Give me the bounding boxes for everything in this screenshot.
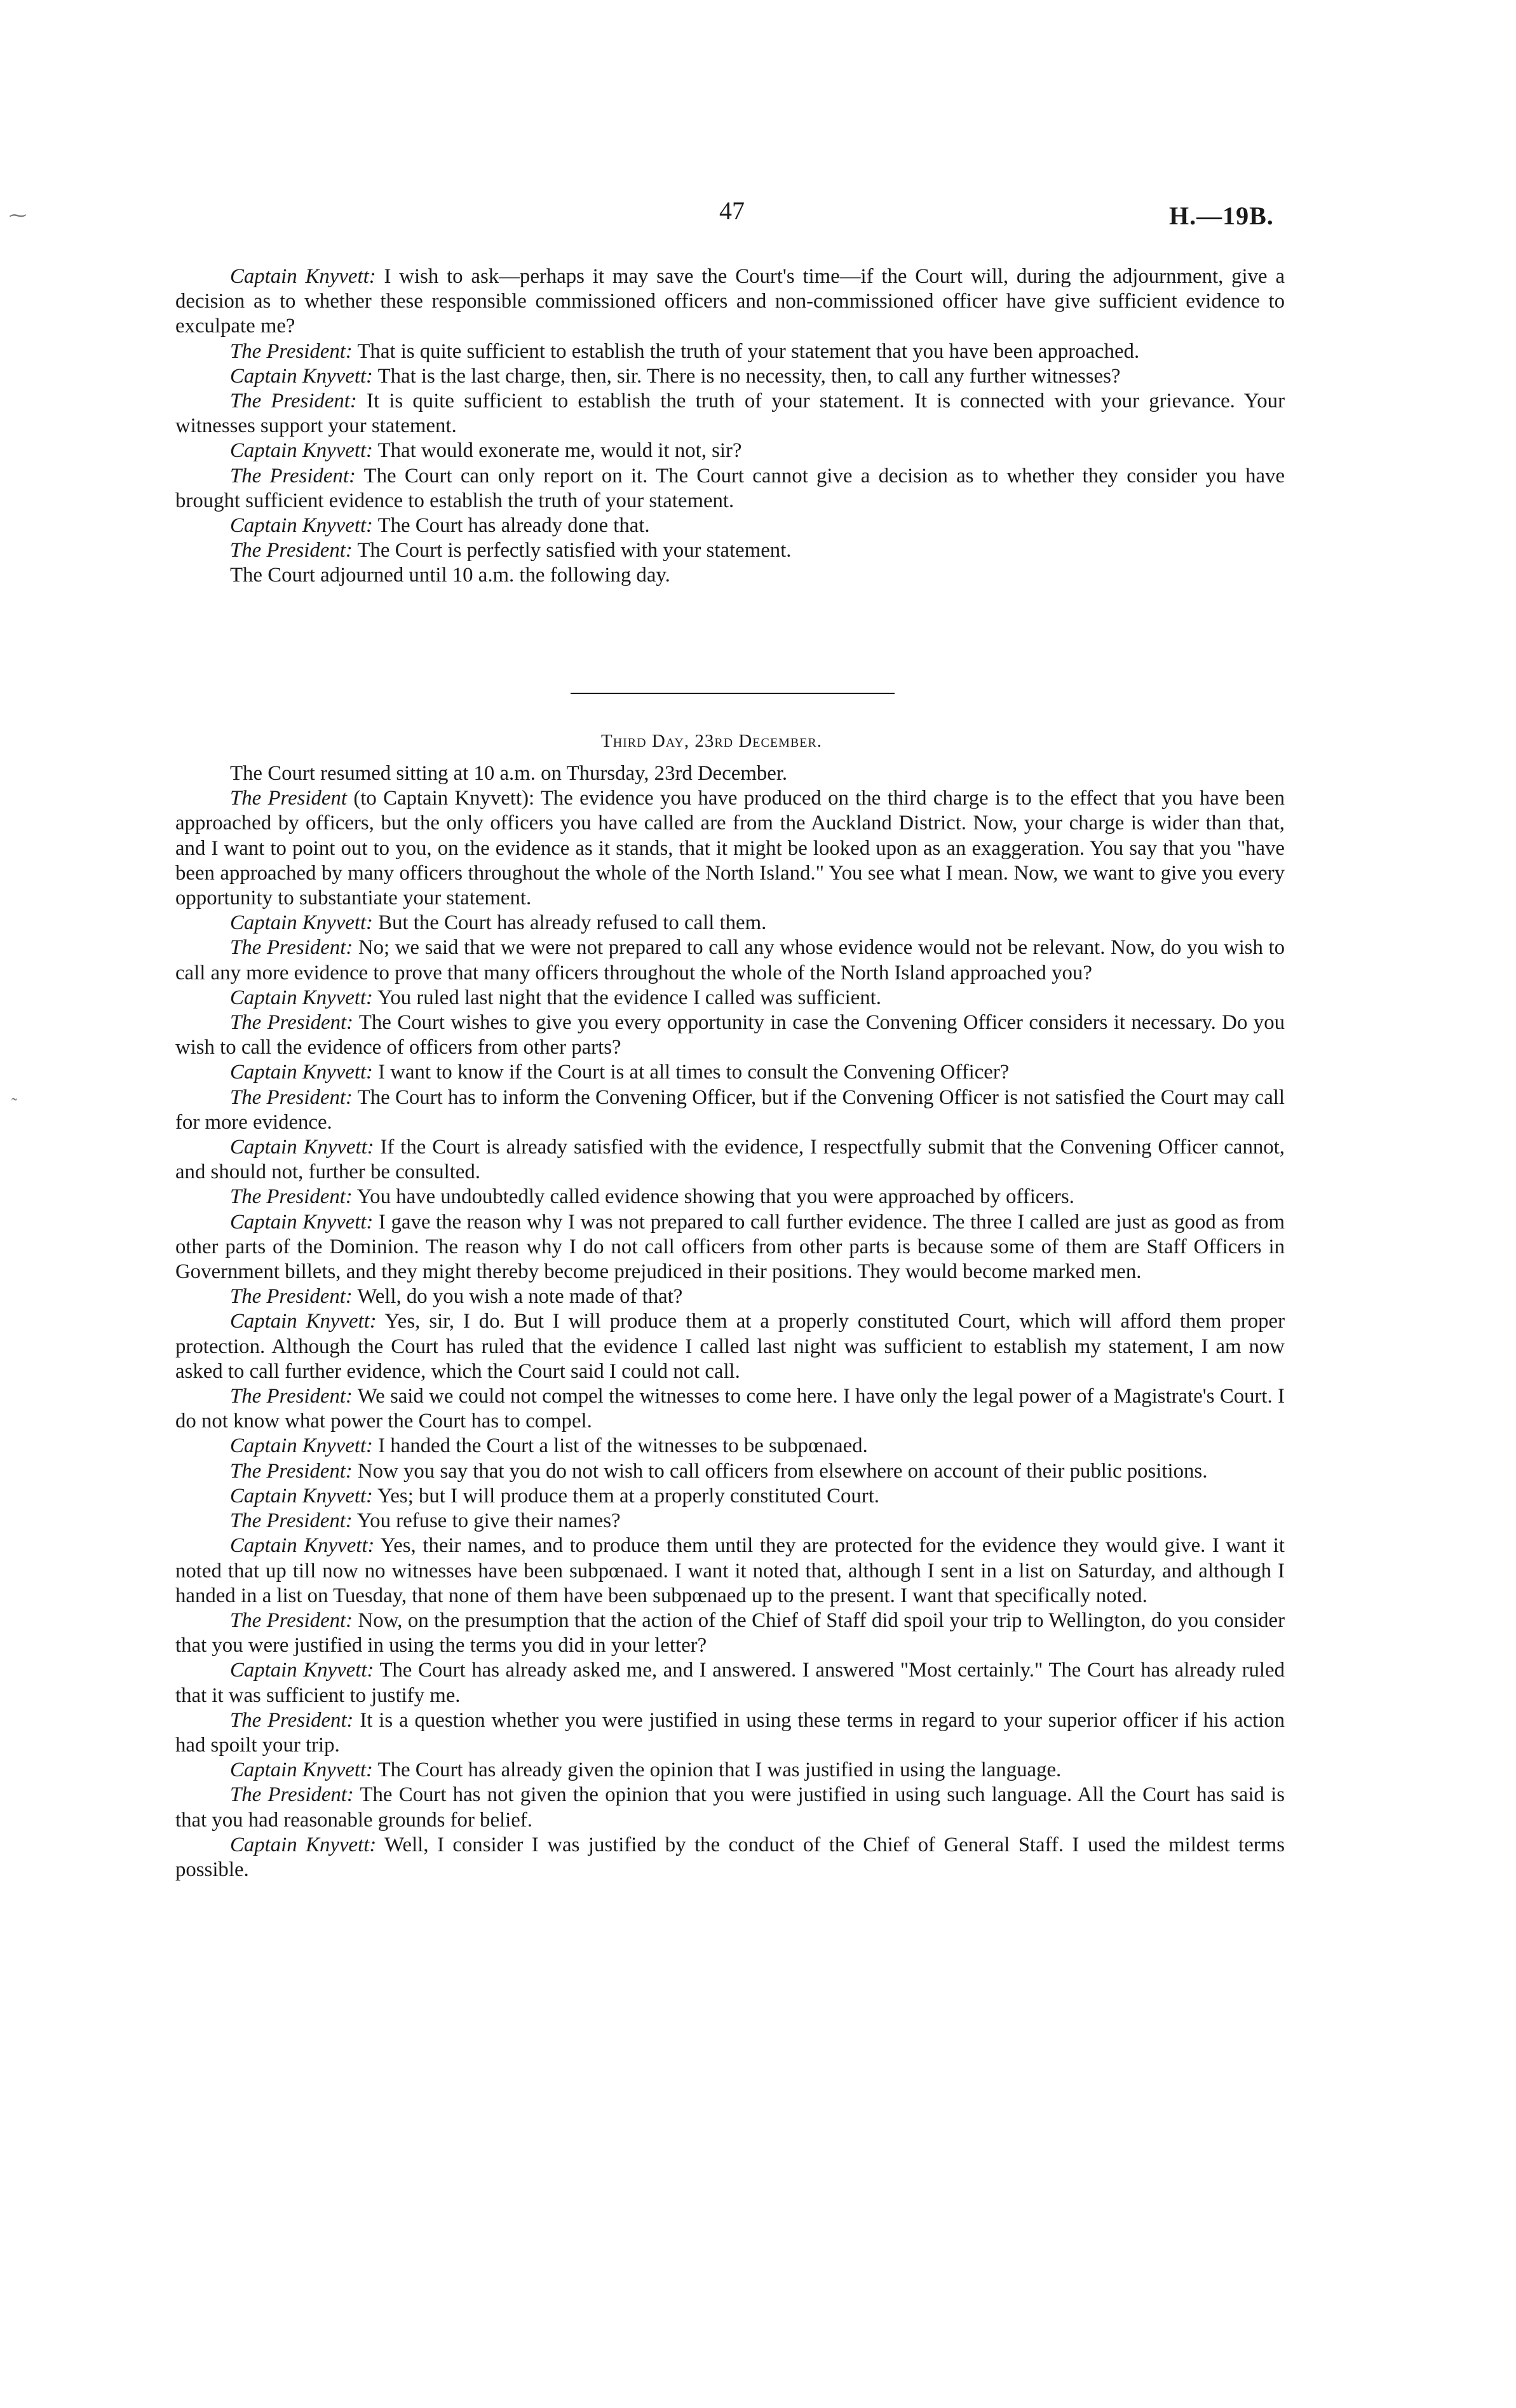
speaker-label: Captain Knyvett: xyxy=(230,1136,374,1159)
paragraph xyxy=(175,1833,1285,1882)
transcript-block-first-day xyxy=(175,264,1285,588)
paper-reference: H.—19B. xyxy=(1169,201,1274,230)
transcript-block-third-day xyxy=(175,761,1285,1882)
paragraph-text: The Court adjourned until 10 a.m. the following day. xyxy=(230,564,670,587)
paragraph xyxy=(175,1085,1285,1135)
speaker-label: Captain Knyvett: xyxy=(230,1484,373,1507)
speaker-label: The President: xyxy=(230,1185,353,1209)
paragraph-text: Now, on the presumption that the action of the Chief of Staff did spoil your trip to Wellington, do you consider that you were justified in using the terms you did in your letter? xyxy=(175,1609,1285,1657)
paragraph-text: Well, I consider I was justified by the conduct of the Chief of General Staff. I used the mildest terms possible. xyxy=(175,1833,1285,1881)
speaker-label: Captain Knyvett: xyxy=(230,1210,374,1234)
speaker-label: Captain Knyvett: xyxy=(230,1833,377,1856)
speaker-label: Captain Knyvett: xyxy=(230,439,373,463)
speaker-label: The President: xyxy=(230,539,353,562)
paragraph xyxy=(175,264,1285,339)
paragraph xyxy=(175,1284,1285,1309)
paragraph xyxy=(175,1185,1285,1209)
speaker-label: The President: xyxy=(230,1385,353,1408)
paragraph xyxy=(175,1708,1285,1758)
paragraph-text: Yes, sir, I do. But I will produce them at a properly constituted Court, which will afford them proper protection. Although the Court has ruled that the evidence I called last night was sufficient to establish my statement, I am now asked to call further evidence, which the Court said I could not call. xyxy=(175,1310,1285,1383)
paragraph xyxy=(175,1010,1285,1060)
paragraph-text: The Court has to inform the Convening Officer, but if the Convening Officer is not satisfied the Court may call for more evidence. xyxy=(175,1085,1285,1134)
paragraph-text: If the Court is already satisfied with the evidence, I respectfully submit that the Convening Officer cannot, and should not, further be consulted. xyxy=(175,1136,1285,1184)
paragraph xyxy=(175,563,1285,588)
speaker-label: Captain Knyvett: xyxy=(230,1659,374,1682)
margin-mark: ⁓ xyxy=(9,206,27,226)
paragraph xyxy=(175,364,1285,389)
paragraph xyxy=(175,464,1285,514)
paragraph xyxy=(175,1609,1285,1658)
paragraph-text: I handed the Court a list of the witnesses to be subpœnaed. xyxy=(372,1434,868,1458)
paragraph-text: You ruled last night that the evidence I called was sufficient. xyxy=(372,986,881,1009)
speaker-label: Captain Knyvett: xyxy=(230,514,373,538)
paragraph-text: We said we could not compel the witnesses to come here. I have only the legal power of a Magistrate's Court. I do not know what power the Court has to compel. xyxy=(175,1385,1285,1433)
paragraph xyxy=(175,986,1285,1010)
section-divider xyxy=(571,693,895,694)
paragraph-text: But the Court has already refused to call them. xyxy=(372,911,767,935)
paragraph-text: That is quite sufficient to establish the truth of your statement that you have been approached. xyxy=(352,339,1140,363)
margin-mark: ˷ xyxy=(11,1082,18,1101)
paragraph xyxy=(175,389,1285,439)
speaker-label: Captain Knyvett: xyxy=(230,1434,373,1458)
speaker-label: Captain Knyvett: xyxy=(230,1061,373,1084)
paragraph xyxy=(175,1484,1285,1509)
speaker-label: The President: xyxy=(230,1285,353,1309)
speaker-label: Captain Knyvett: xyxy=(230,1310,377,1333)
paragraph-text: The Court wishes to give you every opportunity in case the Convening Officer considers it necessary. Do you wish to call the evidence of officers from other parts? xyxy=(175,1011,1285,1059)
speaker-label: The President xyxy=(230,787,347,810)
speaker-label: The President: xyxy=(230,464,356,487)
speaker-label: The President: xyxy=(230,390,357,413)
paragraph-text: I wish to ask—perhaps it may save the Court's time—if the Court will, during the adjournment, give a decision as to whether these responsible commissioned officers and non-commissioned officer have give sufficient evidence to exculpate me? xyxy=(175,265,1285,338)
paragraph xyxy=(175,1060,1285,1085)
speaker-label: Captain Knyvett: xyxy=(230,265,376,288)
paragraph-text: Yes; but I will produce them at a properly constituted Court. xyxy=(372,1484,880,1507)
speaker-label: The President: xyxy=(230,339,353,363)
speaker-label: The President: xyxy=(230,1609,353,1632)
paragraph xyxy=(175,514,1285,538)
paragraph xyxy=(175,1783,1285,1832)
paragraph xyxy=(175,935,1285,985)
paragraph xyxy=(175,439,1285,463)
paragraph-text: The Court has already asked me, and I answered. I answered "Most certainly." The Court has already ruled that it was sufficient to justify me. xyxy=(175,1659,1285,1707)
paragraph-text: No; we said that we were not prepared to call any whose evidence would not be relevant. Now, do you wish to call any more evidence to prove that many officers throughout the whole of the North Island approached you? xyxy=(175,936,1285,984)
paragraph-text: The Court has already given the opinion that I was justified in using the language. xyxy=(372,1758,1062,1782)
paragraph-text: That would exonerate me, would it not, sir? xyxy=(372,439,742,463)
paragraph xyxy=(175,1459,1285,1484)
speaker-label: Captain Knyvett: xyxy=(230,911,373,935)
page-number: 47 xyxy=(719,196,745,225)
paragraph xyxy=(175,1658,1285,1708)
paragraph-text: The Court resumed sitting at 10 a.m. on Thursday, 23rd December. xyxy=(230,762,788,785)
paragraph-text: (to Captain Knyvett): The evidence you have produced on the third charge is to the effect that you have been approached by officers, but the only officers you have called are from the Auckland District. Now, your charge is wider than that, and I want to point out to you, on the evidence as it stands, that it might be looked upon as an exaggeration. You say that you "have been approached by many officers throughout the whole of the North Island." You see what I mean. Now, we want to give you every opportunity to substantiate your statement. xyxy=(175,787,1285,910)
speaker-label: The President: xyxy=(230,1708,354,1732)
speaker-label: The President: xyxy=(230,1509,353,1533)
paragraph-text: That is the last charge, then, sir. There is no necessity, then, to call any further witnesses? xyxy=(372,364,1121,388)
paragraph-text: I gave the reason why I was not prepared to call further evidence. The three I called are just as good as from other parts of the Dominion. The reason why I do not call officers from other parts is because some of them are Staff Officers in Government billets, and they might thereby become prejudiced in their positions. They would become marked men. xyxy=(175,1210,1285,1284)
paragraph xyxy=(175,1758,1285,1783)
paragraph xyxy=(175,538,1285,563)
paragraph-text: Well, do you wish a note made of that? xyxy=(352,1285,683,1309)
paragraph xyxy=(175,786,1285,911)
paragraph xyxy=(175,1135,1285,1185)
speaker-label: The President: xyxy=(230,936,353,960)
paragraph xyxy=(175,1210,1285,1285)
speaker-label: Captain Knyvett: xyxy=(230,364,373,388)
paragraph-text: Now you say that you do not wish to call officers from elsewhere on account of their public positions. xyxy=(352,1459,1208,1483)
paragraph-text: The Court is perfectly satisfied with your statement. xyxy=(352,539,792,562)
paragraph-text: It is a question whether you were justified in using these terms in regard to your superior officer if his action had spoilt your trip. xyxy=(175,1708,1285,1757)
paragraph-text: The Court has already done that. xyxy=(372,514,650,538)
paragraph xyxy=(175,1534,1285,1609)
paragraph-text: You have undoubtedly called evidence showing that you were approached by officers. xyxy=(352,1185,1074,1209)
paragraph xyxy=(175,761,1285,786)
speaker-label: Captain Knyvett: xyxy=(230,1758,373,1782)
paragraph-text: Yes, their names, and to produce them until they are protected for the evidence they would give. I want it noted that up till now no witnesses have been subpœnaed. I want it noted that, although I sent in a list on Saturday, and although I handed in a list on Tuesday, that none of them have been subpœnaed up to the present. I want that specifically noted. xyxy=(175,1534,1285,1607)
paragraph xyxy=(175,1309,1285,1384)
paragraph-text: The Court can only report on it. The Court cannot give a decision as to whether they consider you have brought sufficient evidence to establish the truth of your statement. xyxy=(175,464,1285,512)
paragraph-text: I want to know if the Court is at all times to consult the Convening Officer? xyxy=(372,1061,1010,1084)
paragraph xyxy=(175,1384,1285,1434)
paragraph-text: It is quite sufficient to establish the truth of your statement. It is connected with your grievance. Your witnesses support your statement. xyxy=(175,390,1285,438)
speaker-label: The President: xyxy=(230,1783,354,1807)
speaker-label: Captain Knyvett: xyxy=(230,1534,375,1558)
speaker-label: The President: xyxy=(230,1011,354,1035)
speaker-label: The President: xyxy=(230,1085,353,1109)
speaker-label: The President: xyxy=(230,1459,353,1483)
paragraph xyxy=(175,339,1285,364)
paragraph-text: You refuse to give their names? xyxy=(352,1509,621,1533)
section-heading: Third Day, 23rd December. xyxy=(600,731,823,751)
paragraph xyxy=(175,1509,1285,1534)
paragraph xyxy=(175,1434,1285,1459)
speaker-label: Captain Knyvett: xyxy=(230,986,373,1009)
paragraph xyxy=(175,911,1285,935)
paragraph-text: The Court has not given the opinion that you were justified in using such language. All the Court has said is that you had reasonable grounds for belief. xyxy=(175,1783,1285,1832)
